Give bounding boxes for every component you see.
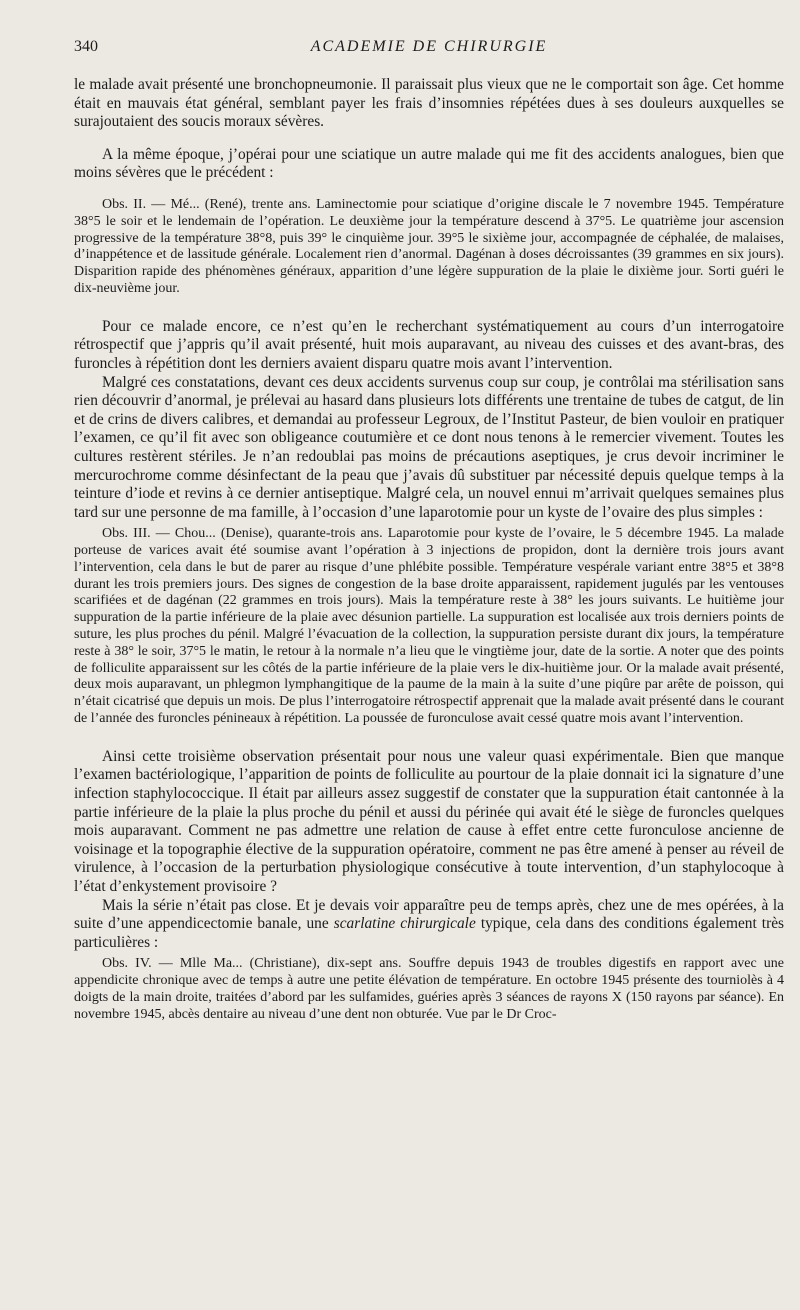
observation-4: Obs. IV. — Mlle Ma... (Christiane), dix-sept ans. Souffre depuis 1943 de troubles digestifs en rapport avec une appendicite chronique avec de temps à autre une petite élévation de température. En octobre 1945 présente des tourniolès à 4 doigts de la main droite, traitées d’abord par les sulfamides, guéries après 3 séances de rayons X (150 rayons par séance). En novembre 1945, abcès dentaire au niveau d’une dent non obturée. Vue par le Dr Croc- bbox=[74, 956, 784, 1022]
paragraph-5: Ainsi cette troisième observation présentait pour nous une valeur quasi expérimentale. Bien que manque l’examen bactériologique, l’apparition de points de folliculite au pourtour de la plaie donnait ici la signature d’une infection staphylococcique. Il était par ailleurs assez suggestif de constater que la suppuration était cantonnée à la partie inférieure de la plaie la plus proche du pénil et aussi du périnée qui avait été le siège de furoncles quelques mois auparavant. Comment ne pas admettre une relation de cause à effet entre cette furonculose ancienne de voisinage et la topographie élective de la suppuration opératoire, comment ne pas être amené à penser au réveil de virulence, à l’occasion de la perturbation physiologique consécutive à toute intervention, d’un staphylocoque à l’état d’enkystement provisoire ? bbox=[74, 747, 784, 895]
paragraph-6 bbox=[74, 897, 784, 953]
paragraph-6-end: typique, cela dans des conditions également très particulières : bbox=[74, 915, 785, 951]
paragraph-3: Pour ce malade encore, ce n’est qu’en le recherchant systématiquement au cours d’un interrogatoire rétrospectif que j’appris qu’il avait présenté, huit mois auparavant, au niveau des cuisses et des avant-bras, des furoncles à répétition dont les derniers avaient disparu quatre mois avant l’intervention. bbox=[74, 317, 784, 372]
paragraph-4: Malgré ces constatations, devant ces deux accidents survenus coup sur coup, je contrôlai ma stérilisation sans rien découvrir d’anormal, je prélevai au hasard dans plusieurs lots différents une trentaine de tubes de catgut, de lin et de crins de divers calibres, et demandai au professeur Legroux, de l’Institut Pasteur, de bien vouloir en pratiquer l’examen, ce qu’il fit avec son obligeance coutumière et ce dont nous tenons à le remercier vivement. Toutes les cultures restèrent stériles. Je n’an redoublai pas moins de précautions aseptiques, je crus devoir incriminer le mercurochrome comme désinfectant de la peau que j’avais dû substituer par nécessité depuis quelque temps à la teinture d’iode et revins à ce dernier antiseptique. Malgré cela, un nouvel ennui m’arrivait quelques semaines plus tard sur une personne de ma famille, à l’occasion d’une laparotomie pour un kyste de l’ovaire des plus simples : bbox=[74, 373, 784, 521]
paragraph-6-start: Mais la série n’était pas close. Et je devais voir apparaître peu de temps après, chez une de mes opérées, à la suite d’une appendicectomie banale, une bbox=[74, 896, 784, 933]
page-number: 340 bbox=[74, 38, 98, 55]
paragraph-6-italic: scarlatine chirurgicale bbox=[333, 915, 476, 933]
paragraph-1: le malade avait présenté une bronchopneumonie. Il paraissait plus vieux que ne le comportait son âge. Cet homme était en mauvais état général, semblant payer les frais d’insomnies répétées dues à ses douleurs auxquelles se surajoutaient des soucis moraux sévères. bbox=[74, 76, 784, 131]
paragraph-2: A la même époque, j’opérai pour une sciatique un autre malade qui me fit des accidents analogues, bien que moins sévères que le précédent : bbox=[74, 145, 784, 182]
observation-2: Obs. II. — Mé... (René), trente ans. Laminectomie pour sciatique d’origine discale le 7 novembre 1945. Température 38°5 le soir et le lendemain de l’opération. Le deuxième jour la température descend à 37°5. Le quatrième jour ascension progressive de la température 38°8, puis 39° le cinquième jour. 39°5 le sixième jour, accompagnée de céphalée, de malaises, d’inappétence et de lassitude générale. Localement rien d’anormal. Dagénan à doses décroissantes (39 grammes en six jours). Disparition rapide des phénomènes généraux, apparition d’une légère suppuration de la plaie le dixième jour. Sorti guéri le dix-neuvième jour. bbox=[74, 196, 784, 296]
observation-3: Obs. III. — Chou... (Denise), quarante-trois ans. Laparotomie pour kyste de l’ovaire, le 5 décembre 1945. La malade porteuse de varices avait été soumise avant l’opération à 3 injections de propidon, dont la dernière trois jours avant l’intervention, cela dans le but de parer au risque d’une phlébite possible. Température vespérale variant entre 38°5 et 38°8 durant les trois premiers jours. Des signes de congestion de la base droite apparaissent, rapidement jugulés par les ventouses scarifiées et de dagénan (22 grammes en trois jours). Mais la température reste à 38° les jours suivants. Le huitième jour suppuration de la partie inférieure de la plaie avec désunion partielle. La suppuration est localisée aux trois derniers points de suture, les plus proches du pénil. Malgré l’évacuation de la collection, la suppuration persiste durant dix jours, la température reste à 38° le soir, 37°5 le matin, le retour à la normale n’a lieu que le vingtième jour, date de la sortie. A noter que des points de folliculite apparaissent sur les côtés de la partie inférieure de la plaie vers le dix-huitième jour. Or la malade avait présenté, deux mois auparavant, un phlegmon lymphangitique de la paume de la main à la suite d’une piqûre par arête de poisson, qui n’était cicatrisé que depuis un mois. De plus l’interrogatoire rétrospectif apprenait que la malade avait présenté dans le courant de l’année des furoncles pénineaux à répétition. La poussée de furonculose avait cessé quatre mois avant l’intervention. bbox=[74, 526, 784, 727]
running-title: ACADEMIE DE CHIRURGIE bbox=[310, 38, 548, 55]
page-header bbox=[74, 38, 784, 62]
